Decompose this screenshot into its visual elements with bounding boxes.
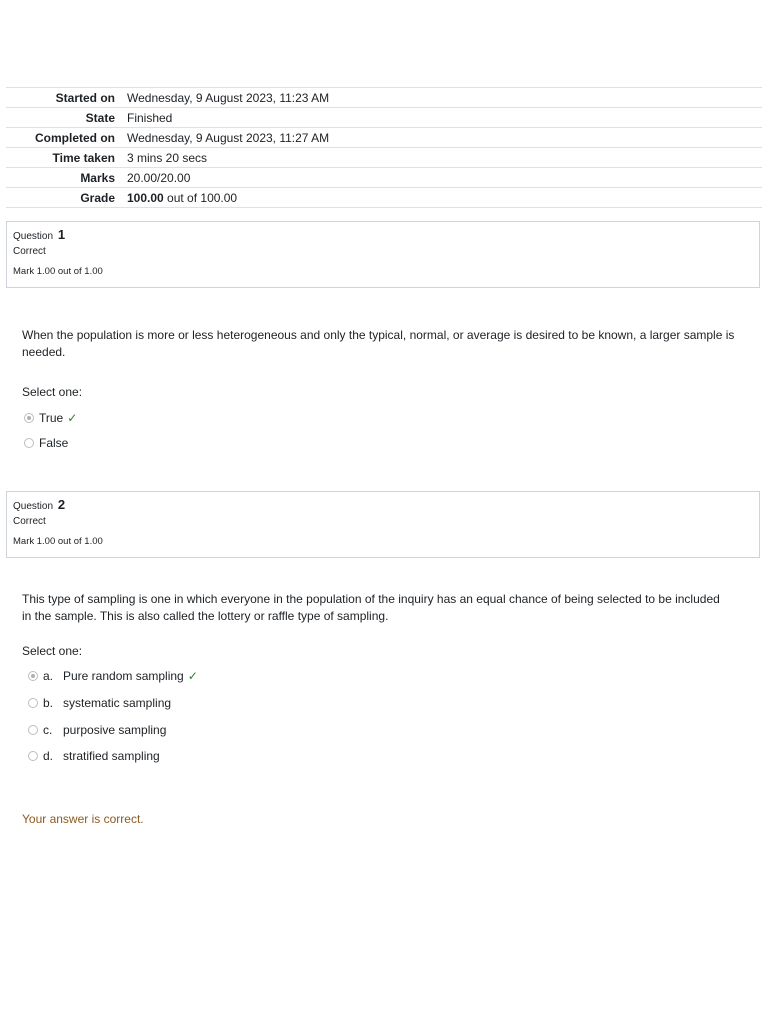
question-state: Correct [13, 516, 46, 527]
question-mark: Mark 1.00 out of 1.00 [13, 536, 103, 547]
radio-icon[interactable] [28, 751, 38, 761]
summary-label: Started on [6, 88, 127, 108]
question-2-option-a[interactable] [28, 669, 198, 683]
question-2-option-c[interactable] [28, 723, 166, 737]
question-number-value: 1 [57, 227, 66, 242]
summary-row [6, 148, 762, 168]
question-1-option-false[interactable] [24, 436, 68, 450]
option-letter: b. [43, 696, 54, 710]
question-1-option-true[interactable] [24, 411, 77, 425]
question-number [13, 498, 753, 514]
option-label: True [39, 411, 64, 425]
summary-row [6, 88, 762, 108]
radio-icon[interactable] [24, 413, 34, 423]
summary-value: 3 mins 20 secs [127, 148, 762, 168]
check-icon: ✓ [67, 411, 78, 425]
grade-value [127, 188, 762, 208]
question-prefix: Question [13, 501, 54, 512]
option-letter: c. [43, 723, 53, 737]
summary-value: Finished [127, 108, 762, 128]
question-2-info [6, 491, 760, 558]
summary-label: Marks [6, 168, 127, 188]
grade-score: 100.00 [127, 190, 164, 205]
attempt-summary-table [6, 87, 762, 208]
question-1-info [6, 221, 760, 288]
summary-value: Wednesday, 9 August 2023, 11:23 AM [127, 88, 762, 108]
question-1-prompt: Select one: [22, 385, 83, 399]
question-2-prompt: Select one: [22, 644, 83, 658]
summary-row [6, 108, 762, 128]
radio-icon[interactable] [28, 698, 38, 708]
question-2-text: This type of sampling is one in which everyone in the population of the inquiry has an equal chance of being selected to be included in the sample. This is also called the lottery or raffle type of sampling. [22, 592, 720, 623]
option-label: False [39, 436, 69, 450]
summary-row [6, 128, 762, 148]
radio-icon[interactable] [28, 725, 38, 735]
option-letter: a. [43, 669, 54, 683]
question-1-text: When the population is more or less heterogeneous and only the typical, normal, or average is desired to be known, a larger sample is needed. [22, 328, 735, 359]
question-2-option-b[interactable] [28, 696, 171, 710]
question-mark: Mark 1.00 out of 1.00 [13, 266, 103, 277]
radio-icon[interactable] [28, 671, 38, 681]
summary-label: State [6, 108, 127, 128]
grade-suffix: out of 100.00 [163, 190, 238, 205]
radio-icon[interactable] [24, 438, 34, 448]
option-label: stratified sampling [63, 749, 160, 763]
question-number [13, 228, 753, 244]
check-icon: ✓ [187, 669, 198, 683]
question-prefix: Question [13, 231, 54, 242]
option-label: Pure random sampling [63, 669, 184, 683]
question-2-feedback: Your answer is correct. [22, 812, 144, 826]
summary-row [6, 168, 762, 188]
summary-label: Time taken [6, 148, 127, 168]
option-letter: d. [43, 749, 54, 763]
summary-value: 20.00/20.00 [127, 168, 762, 188]
option-label: purposive sampling [63, 723, 167, 737]
option-label: systematic sampling [63, 696, 172, 710]
question-number-value: 2 [57, 497, 66, 512]
question-2-option-d[interactable] [28, 749, 160, 763]
summary-value: Wednesday, 9 August 2023, 11:27 AM [127, 128, 762, 148]
question-state: Correct [13, 246, 46, 257]
grade-label: Grade [6, 188, 127, 208]
summary-row-grade [6, 188, 762, 208]
summary-label: Completed on [6, 128, 127, 148]
